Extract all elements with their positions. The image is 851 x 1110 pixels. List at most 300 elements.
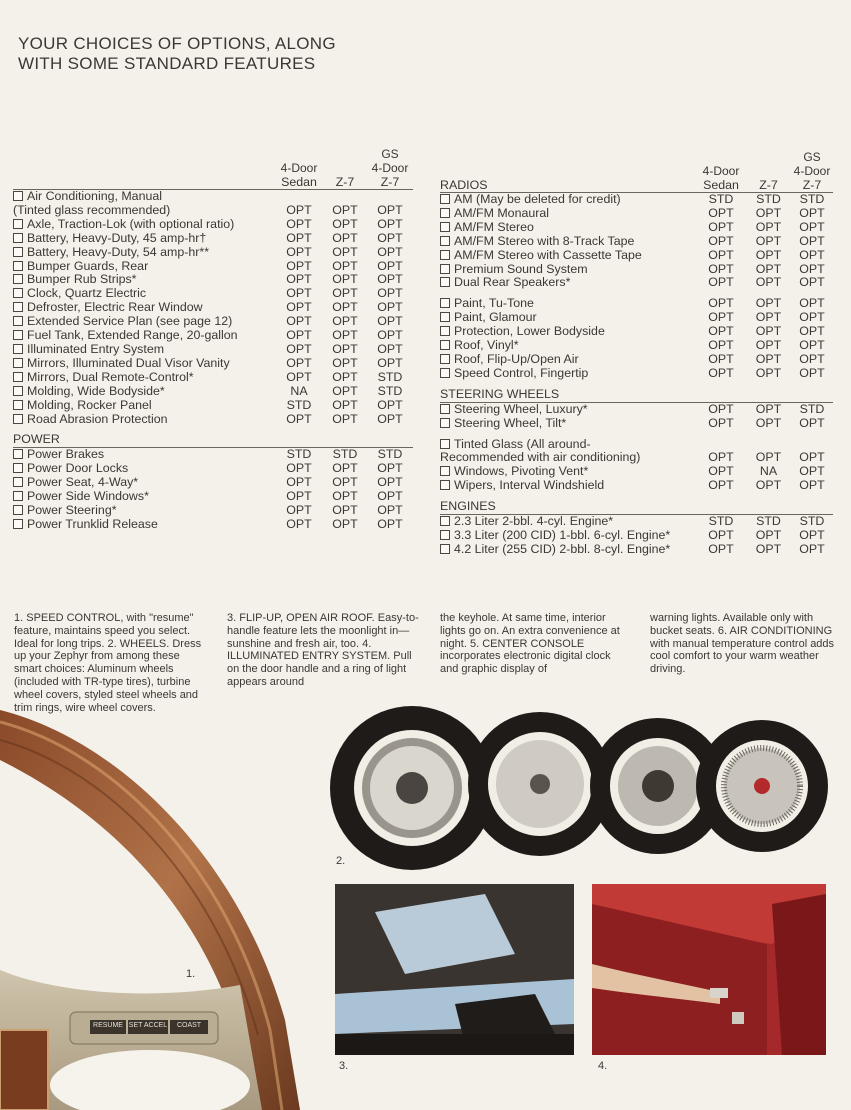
option-row [440,249,833,263]
option-label: Mirrors, Illuminated Dual Visor Vanity [13,357,275,371]
option-row [13,273,413,287]
option-checkbox[interactable] [13,344,23,354]
column-header-gs-z7: GS [803,150,821,164]
column-header-gs-z7: GS [381,147,399,161]
option-value: OPT [708,450,734,465]
option-label: Power Door Locks [13,462,275,476]
option-value: OPT [332,244,358,259]
option-value: OPT [708,296,734,311]
option-label: Roof, Flip-Up/Open Air [440,353,696,367]
option-value: OPT [286,516,312,531]
option-checkbox[interactable] [13,288,23,298]
option-checkbox[interactable] [13,191,23,201]
option-label: Power Trunklid Release [13,518,275,532]
option-checkbox[interactable] [440,236,450,246]
option-value: OPT [286,216,312,231]
option-value: OPT [708,464,734,479]
column-header-sedan [696,150,746,164]
option-row [13,518,413,532]
option-row [13,476,413,490]
option-value: OPT [332,258,358,273]
option-value: STD [799,514,825,529]
option-checkbox[interactable] [440,418,450,428]
option-row [13,462,413,476]
option-value: STD [799,401,825,416]
option-label: 4.2 Liter (255 CID) 2-bbl. 8-cyl. Engine* [440,543,696,557]
option-value [275,190,323,204]
option-value: OPT [755,247,782,262]
column-header-row [440,178,833,193]
option-checkbox[interactable] [13,302,23,312]
option-row [13,287,413,301]
column-header-z7: Z-7 [323,175,367,190]
option-row [13,343,413,357]
option-value: STD [286,447,312,462]
option-label: Road Abrasion Protection [13,413,275,427]
option-value: STD [377,447,403,462]
option-label: Paint, Tu-Tone [440,297,696,311]
option-label: Axle, Traction-Lok (with optional ratio) [13,218,275,232]
option-value: OPT [332,230,358,245]
option-checkbox[interactable] [440,208,450,218]
option-value: OPT [377,300,403,315]
option-checkbox[interactable] [13,449,23,459]
option-value: OPT [799,275,825,290]
option-value: OPT [332,502,358,517]
option-row [13,218,413,232]
option-label: Power Side Windows* [13,490,275,504]
option-value: OPT [286,489,312,504]
option-value: OPT [708,275,734,290]
option-row [440,515,833,529]
column-header-sedan: Sedan [275,175,323,190]
photo-label-4: 4. [598,1060,608,1072]
option-checkbox[interactable] [440,277,450,287]
photo-flip-up-roof [335,884,574,1055]
option-value: OPT [377,516,403,531]
option-checkbox[interactable] [13,477,23,487]
option-label: Power Seat, 4-Way* [13,476,275,490]
caption-console: the keyhole. At same time, interior lights go on. An extra convenience at night. 5. CENTER CONSOLE incorporates electronic digital clock and graphic display of [440,612,620,676]
option-value: OPT [799,296,825,311]
option-row [440,325,833,339]
option-checkbox[interactable] [13,358,23,368]
option-label: 2.3 Liter 2-bbl. 4-cyl. Engine* [440,515,696,529]
option-value: OPT [377,314,403,329]
option-value: OPT [708,219,734,234]
option-label: AM/FM Stereo with 8-Track Tape [440,235,696,249]
option-value: OPT [332,516,358,531]
option-label: Recommended with air conditioning) [440,450,641,465]
column-header-gs-z7: 4-Door [371,161,409,175]
option-value: OPT [332,383,358,398]
option-label: Molding, Rocker Panel [13,399,275,413]
column-header-row [440,164,833,178]
option-value [746,438,791,452]
option-checkbox[interactable] [440,340,450,350]
option-value: OPT [377,489,403,504]
option-value: OPT [332,272,358,287]
option-checkbox[interactable] [440,439,450,449]
option-value: OPT [332,328,358,343]
option-value: OPT [708,233,734,248]
option-row [440,311,833,325]
option-label: (Tinted glass recommended) [13,202,171,217]
option-checkbox[interactable] [13,247,23,257]
options-table-left [13,147,413,532]
option-value: OPT [799,464,825,479]
option-value: STD [799,192,825,206]
option-value: OPT [755,275,782,290]
option-value: OPT [332,489,358,504]
option-value: OPT [377,411,403,426]
option-value: OPT [799,541,825,556]
option-checkbox[interactable] [440,250,450,260]
option-checkbox[interactable] [13,274,23,284]
photo-label-2: 2. [336,855,346,867]
option-value: OPT [332,461,358,476]
option-label: Power Steering* [13,504,275,518]
option-row [13,246,413,260]
option-value: OPT [799,338,825,353]
option-label: Wipers, Interval Windshield [440,479,696,493]
option-value: OPT [286,411,312,426]
option-value: STD [708,192,734,206]
option-value: STD [708,514,734,529]
column-header-row [440,150,833,164]
option-value: OPT [755,205,782,220]
option-checkbox[interactable] [440,264,450,274]
section-heading: ENGINES [440,493,696,514]
option-checkbox[interactable] [13,316,23,326]
section-heading-row [13,426,413,447]
option-value: OPT [708,351,734,366]
option-value: OPT [377,244,403,259]
option-row [13,232,413,246]
option-value: OPT [377,202,403,217]
column-header-z7 [323,161,367,175]
column-header-gs-z7: Z-7 [367,175,413,190]
option-value: OPT [755,401,782,416]
option-value: OPT [286,286,312,301]
option-value: OPT [286,314,312,329]
option-row [440,479,833,493]
option-checkbox[interactable] [440,298,450,308]
option-label: Dual Rear Speakers* [440,276,696,290]
option-value: OPT [286,369,312,384]
option-row [440,402,833,416]
option-checkbox[interactable] [13,519,23,529]
option-row [440,207,833,221]
option-value: OPT [708,247,734,262]
option-checkbox[interactable] [13,400,23,410]
column-header-gs-z7: Z-7 [791,178,833,193]
option-row [440,263,833,277]
option-value: OPT [755,478,782,493]
option-row [13,490,413,504]
option-value: OPT [799,351,825,366]
option-value: OPT [286,300,312,315]
option-value: OPT [799,478,825,493]
header-spacer [13,147,275,161]
option-label: Power Brakes [13,448,275,462]
option-row [13,357,413,371]
option-value: OPT [377,230,403,245]
option-value: NA [759,464,778,479]
caption-speed-control-wheels: 1. SPEED CONTROL, with "resume" feature, maintains speed you select. Ideal for long trips. 2. WHEELS. Dress up your Zephyr from among these smart choices: Aluminum wheels (included with TR-type tires), turbine wheel covers, styled steel wheels and trim rings, wire wheel covers. [14,612,202,714]
option-row [440,451,833,465]
option-row [13,329,413,343]
option-value: OPT [286,328,312,343]
option-value: OPT [286,502,312,517]
option-value: OPT [377,502,403,517]
option-value: OPT [755,261,782,276]
option-row [13,371,413,385]
caption-air-conditioning: warning lights. Available only with bucket seats. 6. AIR CONDITIONING with manual temperature control adds cool comfort to your warm weather driving. [650,612,835,676]
option-value: STD [332,447,358,462]
option-checkbox[interactable] [13,372,23,382]
option-value: OPT [755,351,782,366]
option-value: OPT [332,355,358,370]
option-label: Illuminated Entry System [13,343,275,357]
option-value: OPT [377,272,403,287]
option-checkbox[interactable] [13,414,23,424]
option-row [13,204,413,218]
option-value: OPT [377,461,403,476]
option-value: OPT [708,324,734,339]
option-value: OPT [286,341,312,356]
column-header-row [13,147,413,161]
title-line-2: WITH SOME STANDARD FEATURES [18,54,316,73]
option-checkbox[interactable] [440,354,450,364]
option-value: OPT [755,527,782,542]
option-value: OPT [799,527,825,542]
option-label: Steering Wheel, Luxury* [440,402,696,416]
header-spacer [13,175,275,190]
option-value: OPT [799,247,825,262]
option-value: OPT [332,300,358,315]
option-value [367,190,413,204]
option-value: OPT [799,415,825,430]
column-header-sedan: 4-Door [280,161,318,175]
column-header-gs-z7: 4-Door [793,164,831,178]
option-value: OPT [755,310,782,325]
option-checkbox[interactable] [13,386,23,396]
option-checkbox[interactable] [13,463,23,473]
option-value: OPT [332,475,358,490]
photo-label-1: 1. [186,968,196,980]
column-header-z7 [746,150,791,164]
option-value: OPT [799,205,825,220]
option-value: OPT [755,365,782,380]
caption-roof-entry: 3. FLIP-UP, OPEN AIR ROOF. Easy-to-handle feature lets the moonlight in—sunshine and fresh air, too. 4. ILLUMINATED ENTRY SYSTEM. Pull on the door handle and a ring of light appears around [227,612,419,688]
option-row [440,529,833,543]
option-value: OPT [332,341,358,356]
option-row [13,413,413,427]
option-checkbox[interactable] [440,222,450,232]
resume-button-label: RESUME [93,1022,123,1029]
option-checkbox[interactable] [440,516,450,526]
option-value: OPT [799,261,825,276]
option-value: OPT [332,216,358,231]
column-header-row [13,161,413,175]
wheel-wire-cover [696,720,828,852]
option-value: OPT [755,541,782,556]
option-label: Fuel Tank, Extended Range, 20-gallon [13,329,275,343]
option-row [13,399,413,413]
option-value: OPT [377,216,403,231]
option-value: STD [377,369,403,384]
option-value: OPT [708,205,734,220]
option-value: STD [377,383,403,398]
option-label: AM/FM Monaural [440,207,696,221]
option-value: OPT [799,450,825,465]
option-value: OPT [799,324,825,339]
option-value: OPT [286,475,312,490]
option-label: Speed Control, Fingertip [440,367,696,381]
option-label: Extended Service Plan (see page 12) [13,315,275,329]
option-value: OPT [708,527,734,542]
option-label: Roof, Vinyl* [440,339,696,353]
photo-wheels [328,700,836,870]
option-value: OPT [377,475,403,490]
option-label: Windows, Pivoting Vent* [440,465,696,479]
option-label: Protection, Lower Bodyside [440,325,696,339]
option-value: OPT [708,261,734,276]
option-label: AM (May be deleted for credit) [440,193,696,207]
option-label: Steering Wheel, Tilt* [440,417,696,431]
option-row [13,301,413,315]
option-row [440,367,833,381]
option-label: AM/FM Stereo with Cassette Tape [440,249,696,263]
coast-button-label: COAST [176,1022,202,1029]
option-value: OPT [332,314,358,329]
option-value: OPT [332,202,358,217]
option-value [696,438,746,452]
photo-label-3: 3. [339,1060,349,1072]
option-value: OPT [332,369,358,384]
option-value: OPT [286,258,312,273]
option-checkbox[interactable] [13,261,23,271]
column-header-z7: Z-7 [746,178,791,193]
option-checkbox[interactable] [440,312,450,322]
option-checkbox[interactable] [13,233,23,243]
option-checkbox[interactable] [13,330,23,340]
option-value: OPT [799,233,825,248]
options-table-right [440,150,833,557]
page-title [18,34,336,74]
option-checkbox[interactable] [13,491,23,501]
column-header-row [13,175,413,190]
option-value: OPT [799,365,825,380]
option-row [440,193,833,207]
option-value: OPT [332,411,358,426]
option-value: OPT [708,310,734,325]
option-label: AM/FM Stereo [440,221,696,235]
option-row [440,353,833,367]
option-value: OPT [708,541,734,556]
option-row [440,438,833,452]
option-row [13,504,413,518]
option-value: OPT [332,397,358,412]
option-row [440,297,833,311]
photo-illuminated-entry [592,884,826,1055]
option-checkbox[interactable] [13,219,23,229]
option-row [13,448,413,462]
option-row [13,385,413,399]
option-label: Defroster, Electric Rear Window [13,301,275,315]
option-value: OPT [377,341,403,356]
option-value: OPT [286,355,312,370]
option-value: OPT [708,338,734,353]
option-label: Battery, Heavy-Duty, 54 amp-hr** [13,246,275,260]
option-value: OPT [799,219,825,234]
section-heading: STEERING WHEELS [440,381,696,402]
option-value: NA [290,383,308,398]
option-row [440,276,833,290]
option-checkbox[interactable] [440,194,450,204]
option-checkbox[interactable] [440,530,450,540]
option-value [791,438,833,452]
option-value: OPT [708,478,734,493]
option-row [13,315,413,329]
option-value: OPT [377,355,403,370]
option-checkbox[interactable] [440,404,450,414]
option-row [440,465,833,479]
option-value: STD [756,192,781,206]
option-value: OPT [755,415,782,430]
option-value: OPT [377,397,403,412]
option-label: Molding, Wide Bodyside* [13,385,275,399]
option-label: Paint, Glamour [440,311,696,325]
option-row [440,417,833,431]
option-checkbox[interactable] [440,544,450,554]
column-header-z7 [323,147,367,161]
section-heading: RADIOS [440,178,696,193]
option-value: OPT [286,272,312,287]
option-checkbox[interactable] [440,368,450,378]
option-value: OPT [286,230,312,245]
option-row [13,260,413,274]
section-heading-row [440,381,833,402]
option-label: Battery, Heavy-Duty, 45 amp-hr† [13,232,275,246]
option-label: Mirrors, Dual Remote-Control* [13,371,275,385]
option-value [323,190,367,204]
option-value: OPT [755,450,782,465]
option-value: OPT [708,415,734,430]
option-row [440,235,833,249]
option-checkbox[interactable] [13,505,23,515]
option-value: OPT [286,461,312,476]
option-row [440,339,833,353]
column-header-sedan [275,147,323,161]
option-value: OPT [755,338,782,353]
option-label: Clock, Quartz Electric [13,287,275,301]
option-value: OPT [377,328,403,343]
option-checkbox[interactable] [440,466,450,476]
column-header-sedan: Sedan [696,178,746,193]
option-value: OPT [708,401,734,416]
photo-steering-wheel [0,700,300,1110]
option-value: OPT [755,233,782,248]
column-header-z7 [746,164,791,178]
option-value: OPT [708,365,734,380]
option-value: OPT [286,244,312,259]
header-spacer [13,161,275,175]
option-checkbox[interactable] [440,480,450,490]
option-value: OPT [377,286,403,301]
option-checkbox[interactable] [440,326,450,336]
